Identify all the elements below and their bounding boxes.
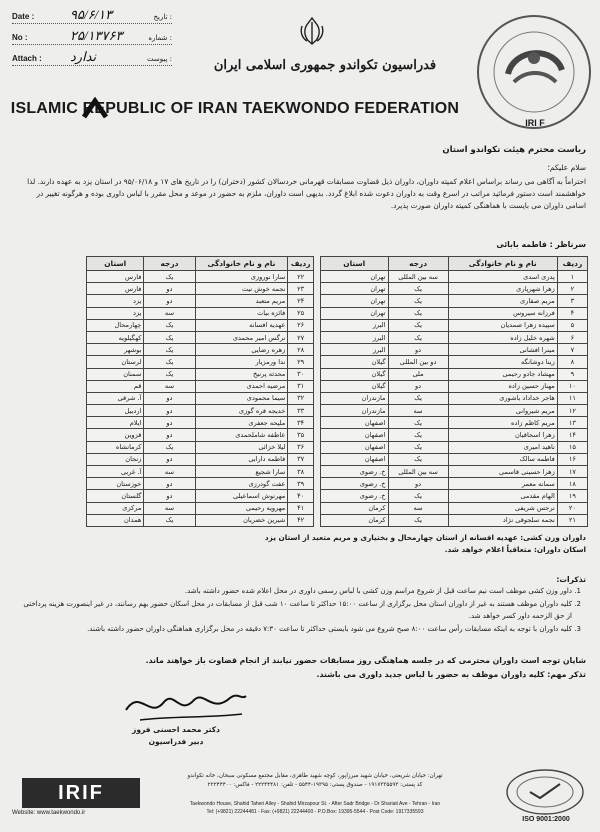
meta-date <box>12 6 172 24</box>
signature-icon <box>120 680 250 728</box>
cell-province: تهران <box>321 295 389 307</box>
cell-grade: سه <box>144 502 195 514</box>
cell-num: ۴۲ <box>288 514 314 526</box>
cell-grade: یک <box>388 490 448 502</box>
table-row <box>87 319 314 331</box>
cell-name: مهشاد جادو رحیمی <box>448 368 557 380</box>
cell-name: شهره خلیل زاده <box>448 331 557 343</box>
cell-num: ۲۲ <box>288 271 314 283</box>
cell-grade: دو <box>144 283 195 295</box>
cell-num: ۲۸ <box>288 344 314 356</box>
cell-province: چهارمحال <box>87 319 144 331</box>
cell-name: سارا نوروزی <box>195 271 288 283</box>
attendance-warning: شایان توجه است داوران محترمی که در جلسه هماهنگی روز مسابقات حضور نیابند از انجام قضاوت باز خواهند ماند. <box>145 656 586 665</box>
meta-number-label-fa: شماره : <box>148 34 172 42</box>
cell-num: ۱۷ <box>557 466 587 478</box>
cell-grade: یک <box>388 429 448 441</box>
cell-grade: یک <box>144 368 195 380</box>
cell-num: ۱۴ <box>557 429 587 441</box>
cell-grade: یک <box>388 514 448 526</box>
table-row <box>321 307 588 319</box>
cell-grade: دو <box>144 453 195 465</box>
table-row <box>87 331 314 343</box>
cell-num: ۸ <box>557 356 587 368</box>
cell-num: ۲۴ <box>288 295 314 307</box>
greeting: سلام علیکم؛ <box>547 163 586 172</box>
cell-province: آ. غربی <box>87 466 144 478</box>
cell-province: زنجان <box>87 453 144 465</box>
cell-name: مهرویه رحیمی <box>195 502 288 514</box>
cell-name: زینا دوشانگه <box>448 356 557 368</box>
cell-grade: سه <box>144 466 195 478</box>
cell-num: ۱۱ <box>557 392 587 404</box>
table-row <box>321 283 588 295</box>
cell-province: بوشهر <box>87 344 144 356</box>
letter-body: احتراماً به آگاهی می رساند براساس اعلام کمیته داوران، داوران ذیل قضاوت مسابقات قهرمانی خردسالان کشور (دختران) را در تاریخ های ۱۷ و ۹۵/۰۶/۱۸ در استان یزد به عهده دارند. لذا خواهشمند است دستور فرمائید مراتب در اسرع وقت به داوران دعوت شده ابلاغ گردد. بدیهی است داوران، ملزم به حضور در موعد و محل مقرر با لباس داوری بوده و هرگونه تغییر در اسامی داوران می بایست با هماهنگی کمیته داوران صورت پذیرد. <box>27 177 586 210</box>
notes-title: تذکرات: <box>556 575 586 584</box>
cell-name: ملیحه جعفری <box>195 417 288 429</box>
table-row <box>321 319 588 331</box>
cell-num: ۴۰ <box>288 490 314 502</box>
table-row <box>87 453 314 465</box>
cell-name: نرگس امیر محمدی <box>195 331 288 343</box>
cell-grade: یک <box>144 356 195 368</box>
cell-grade: سه بین المللی <box>388 466 448 478</box>
cell-province: کهگیلویه <box>87 331 144 343</box>
lodging-note: اسکان داوران: متعاقباً اعلام خواهد شد. <box>444 545 586 554</box>
cell-province: یزد <box>87 295 144 307</box>
cell-province: قزوین <box>87 429 144 441</box>
cell-province: فارس <box>87 283 144 295</box>
cell-grade: یک <box>388 453 448 465</box>
table-row <box>321 295 588 307</box>
cell-province: اصفهان <box>321 441 389 453</box>
cell-province: اصفهان <box>321 453 389 465</box>
signer-block <box>116 724 236 748</box>
signer-name: دکتر محمد احسنی فروز <box>132 725 220 734</box>
col-grade: درجه <box>388 257 448 271</box>
table-row <box>321 405 588 417</box>
cell-province: خ. رضوی <box>321 478 389 490</box>
table-row <box>321 356 588 368</box>
cell-province: تهران <box>321 283 389 295</box>
cell-grade: یک <box>388 295 448 307</box>
footer-address-fa: تهران: خیابان شریعتی، خیابان شهید میرزاپور، کوچه شهید طاهری، مقابل مجتمع مسکونی سبحان، خانه تکواندو کد پستی: ۱۹۱۷۳۳۵۵۹۳ - صندوق پستی: ۱۹۳۹۵-۵۵۴۴ - تلفن: ۲۲۲۴۴۴۸۱ - فاکس: ۲۲۲۴۴۴۰۰ <box>187 773 443 788</box>
cell-num: ۴ <box>557 307 587 319</box>
cell-name: نرجس شریفی <box>448 502 557 514</box>
cell-grade: سه <box>144 307 195 319</box>
table-row <box>321 453 588 465</box>
cell-grade: یک <box>388 417 448 429</box>
federation-logo-icon <box>474 12 594 132</box>
cell-num: ۲۹ <box>288 356 314 368</box>
table-row <box>87 283 314 295</box>
cell-grade: یک <box>388 392 448 404</box>
referees-table-right <box>320 256 588 527</box>
cell-num: ۲۷ <box>288 331 314 343</box>
meta-attach <box>12 48 172 66</box>
cell-num: ۲ <box>557 283 587 295</box>
cell-province: اصفهان <box>321 429 389 441</box>
table-row <box>87 271 314 283</box>
cell-name: مینرا افشانی <box>448 344 557 356</box>
iso-label: ISO 9001:2000 <box>522 816 570 823</box>
table-row <box>87 417 314 429</box>
table-row <box>321 466 588 478</box>
cell-grade: یک <box>144 441 195 453</box>
letter-meta <box>12 6 172 69</box>
table-row <box>87 392 314 404</box>
cell-grade: سه <box>388 502 448 514</box>
cell-grade: دو <box>144 405 195 417</box>
table-row <box>87 514 314 526</box>
cell-num: ۳۸ <box>288 466 314 478</box>
table-row <box>87 441 314 453</box>
cell-province: البرز <box>321 344 389 356</box>
cell-province: همدان <box>87 514 144 526</box>
after-table <box>14 532 586 556</box>
cell-province: گیلان <box>321 380 389 392</box>
cell-province: کرمانشاه <box>87 441 144 453</box>
table-row <box>87 295 314 307</box>
cell-grade: دو <box>388 380 448 392</box>
cell-grade: یک <box>144 514 195 526</box>
table-row <box>87 502 314 514</box>
table-row <box>87 344 314 356</box>
federation-title-en: ISLAMIC REPUBLIC OF IRAN TAEKWONDO FEDERATION <box>10 100 460 117</box>
addressee: ریاست محترم هیئت تکواندو استان <box>442 145 586 155</box>
cell-name: لیلا خزائی <box>195 441 288 453</box>
cell-grade: سه <box>144 380 195 392</box>
cell-num: ۳۵ <box>288 429 314 441</box>
signer-title: دبیر فدراسیون <box>148 737 204 746</box>
cell-name: فاطمه دارابی <box>195 453 288 465</box>
cell-province: گلستان <box>87 490 144 502</box>
cell-province: مازندران <box>321 392 389 404</box>
table-header-row <box>321 257 588 271</box>
cell-name: خدیجه قره گوزی <box>195 405 288 417</box>
cell-province: فارس <box>87 271 144 283</box>
cell-num: ۲۳ <box>288 283 314 295</box>
meta-attach-label: Attach : <box>12 54 42 63</box>
table-row <box>87 429 314 441</box>
cell-num: ۳۰ <box>288 368 314 380</box>
cell-province: خ. رضوی <box>321 490 389 502</box>
meta-number <box>12 27 172 45</box>
cell-province: مازندران <box>321 405 389 417</box>
cell-num: ۱۵ <box>557 441 587 453</box>
cell-province: اردبیل <box>87 405 144 417</box>
col-grade: درجه <box>144 257 195 271</box>
cell-grade: یک <box>388 319 448 331</box>
meta-attach-value: ندارد <box>70 49 97 64</box>
cell-province: یزد <box>87 307 144 319</box>
cell-num: ۲۶ <box>288 319 314 331</box>
table-row <box>321 429 588 441</box>
cell-name: مهناز حسین زاده <box>448 380 557 392</box>
table-row <box>87 380 314 392</box>
cell-grade: یک <box>144 319 195 331</box>
cell-province: اصفهان <box>321 417 389 429</box>
note-item: 3. کلیه داوران با توجه به اینکه مسابقات رأس ساعت ۸:۰۰ صبح شروع می شود بایستی حداکثر تا ساعت ۷:۳۰ دقیقه در محل برگزاری هماهنگی داوران حضور داشته باشند. <box>16 624 572 636</box>
cell-name: مریم صفاری <box>448 295 557 307</box>
cell-grade: یک <box>388 307 448 319</box>
cell-grade: یک <box>388 331 448 343</box>
cell-name: فاطمه سالک <box>448 453 557 465</box>
cell-num: ۱۶ <box>557 453 587 465</box>
cell-name: عاطفه شاملحمدی <box>195 429 288 441</box>
cell-grade: دو <box>144 478 195 490</box>
cell-name: سیما محمودی <box>195 392 288 404</box>
cell-num: ۱۰ <box>557 380 587 392</box>
table-row <box>321 392 588 404</box>
cell-name: شیرین خضریان <box>195 514 288 526</box>
cell-num: ۳۴ <box>288 417 314 429</box>
cell-name: پدری اسدی <box>448 271 557 283</box>
cell-grade: یک <box>144 271 195 283</box>
cell-grade: یک <box>144 344 195 356</box>
cell-name: مرضیه احمدی <box>195 380 288 392</box>
table-row <box>87 478 314 490</box>
cell-grade: دو <box>144 429 195 441</box>
col-num: ردیف <box>557 257 587 271</box>
table-row <box>321 368 588 380</box>
cell-name: سپیده زهرا صمدیان <box>448 319 557 331</box>
table-row <box>321 490 588 502</box>
federation-title-fa: فدراسیون تکواندو جمهوری اسلامی ایران <box>213 58 437 73</box>
col-province: استان <box>321 257 389 271</box>
weighin-referees: داوران وزن کشی: عهدیه افسانه از استان چهارمحال و بختیاری و مریم متعبد از استان یزد <box>264 533 586 542</box>
cell-province: قم <box>87 380 144 392</box>
cell-name: زهرا شهرپاری <box>448 283 557 295</box>
table-row <box>87 356 314 368</box>
cell-province: البرز <box>321 331 389 343</box>
cell-grade: دو <box>388 344 448 356</box>
chief-supervisor: سرناظر : فاطمه بابائی <box>496 240 586 249</box>
cell-num: ۴۱ <box>288 502 314 514</box>
table-row <box>321 502 588 514</box>
chevron-mark-icon <box>82 97 108 119</box>
cell-num: ۱۳ <box>557 417 587 429</box>
table-row <box>321 344 588 356</box>
note-item: 2. کلیه داوران موظف هستند به غیر از داوران استان محل برگزاری از ساعت ۱۵:۰۰ حداکثر تا ساعت ۱۰ شب قبل از مسابقات در محل اسکان حضور بهم رسانند، در غیر اینصورت هزینه پرداختی از حق الزحمه داور کسر خواهد شد. <box>16 599 572 622</box>
cell-name: مریم شیروانی <box>448 405 557 417</box>
cell-province: مرکزی <box>87 502 144 514</box>
cell-province: لرستان <box>87 356 144 368</box>
cell-name: مریم کاظم زاده <box>448 417 557 429</box>
cell-province: ایلام <box>87 417 144 429</box>
cell-grade: یک <box>388 441 448 453</box>
table-row <box>321 441 588 453</box>
table-row <box>321 417 588 429</box>
table-row <box>87 466 314 478</box>
cell-grade: یک <box>144 331 195 343</box>
cell-name: زهرا حسینی قاسمی <box>448 466 557 478</box>
col-num: ردیف <box>288 257 314 271</box>
table-header-row <box>87 257 314 271</box>
cell-province: تهران <box>321 271 389 283</box>
cell-name: نجمه خوش نیت <box>195 283 288 295</box>
cell-province: تهران <box>321 307 389 319</box>
cell-num: ۳ <box>557 295 587 307</box>
cell-num: ۱۲ <box>557 405 587 417</box>
cell-name: زهره رضایی <box>195 344 288 356</box>
cell-num: ۱ <box>557 271 587 283</box>
cell-province: خ. رضوی <box>321 466 389 478</box>
cell-num: ۲۰ <box>557 502 587 514</box>
cell-name: مهرنوش اسماعیلی <box>195 490 288 502</box>
cell-name: نجمه سلجوقی نژاد <box>448 514 557 526</box>
cell-name: ناهید امیری <box>448 441 557 453</box>
cell-name: سارا شجیع <box>195 466 288 478</box>
page-footer <box>0 766 600 832</box>
cell-name: فائزه بیات <box>195 307 288 319</box>
cell-grade: سه بین المللی <box>388 271 448 283</box>
table-row <box>321 271 588 283</box>
cell-province: گیلان <box>321 356 389 368</box>
cell-num: ۳۶ <box>288 441 314 453</box>
footer-website: Website: www.taekwondo.ir <box>12 810 86 816</box>
cell-num: ۷ <box>557 344 587 356</box>
cell-name: عهدیه افسانه <box>195 319 288 331</box>
note-item: 1. داور وزن کشی موظف است نیم ساعت قبل از شروع مراسم وزن کشی با لباس رسمی داوری در محل اعلام شده حضور داشته باشد. <box>16 586 572 598</box>
cell-num: ۳۲ <box>288 392 314 404</box>
cell-name: عفت گودرزی <box>195 478 288 490</box>
cell-name: مریم متعبد <box>195 295 288 307</box>
meta-date-value: ۹۵/۶/۱۳ <box>70 7 113 22</box>
table-row <box>87 490 314 502</box>
cell-num: ۳۷ <box>288 453 314 465</box>
cell-grade: دو <box>144 392 195 404</box>
cell-num: ۶ <box>557 331 587 343</box>
cell-province: خوزستان <box>87 478 144 490</box>
cell-num: ۲۱ <box>557 514 587 526</box>
cell-num: ۵ <box>557 319 587 331</box>
meta-date-label: Date : <box>12 12 35 21</box>
meta-date-label-fa: تاریخ : <box>153 13 172 21</box>
cell-province: سمنان <box>87 368 144 380</box>
cell-num: ۱۹ <box>557 490 587 502</box>
table-row <box>87 405 314 417</box>
cell-num: ۳۹ <box>288 478 314 490</box>
cell-grade: دو <box>144 490 195 502</box>
iran-emblem-icon <box>298 16 326 46</box>
cell-name: محدثه پرنیخ <box>195 368 288 380</box>
cell-grade: دو <box>388 478 448 490</box>
referees-table-left <box>86 256 314 527</box>
footer-brand-logo: IRIF <box>22 778 140 808</box>
cell-name: سمانه معمر <box>448 478 557 490</box>
cell-grade: ملی <box>388 368 448 380</box>
cell-province: آ. شرقی <box>87 392 144 404</box>
table-row <box>321 514 588 526</box>
cell-grade: یک <box>388 283 448 295</box>
cell-num: ۲۵ <box>288 307 314 319</box>
table-row <box>87 368 314 380</box>
cell-num: ۳۳ <box>288 405 314 417</box>
footer-address-en: Taekwondo House, Shahid Taheri Alley - Shahid Mirzapour St. - After Sadr Bridge - Dr Shariati Ave - Tehran - Iran Tel: (+9821) 22244481 - Fax: (+9821) 22244400 - P.O.Box: 19395-5544 - Post Code: 1917335593 <box>189 801 441 815</box>
cell-name: فرزانه سیروس <box>448 307 557 319</box>
col-name: نام و نام خانوادگی <box>448 257 557 271</box>
meta-attach-label-fa: پیوست : <box>146 55 172 63</box>
cell-grade: دو <box>144 417 195 429</box>
cell-num: ۱۸ <box>557 478 587 490</box>
cell-province: کرمان <box>321 514 389 526</box>
cell-grade: سه <box>388 405 448 417</box>
cell-name: زهرا اسحاقیان <box>448 429 557 441</box>
notes-section <box>16 574 586 638</box>
col-name: نام و نام خانوادگی <box>195 257 288 271</box>
col-province: استان <box>87 257 144 271</box>
uniform-reminder: تذکر مهم: کلیه داوران موظف به حضور با لباس جدید داوری می باشند. <box>316 670 586 679</box>
cell-name: هاجر خداداد باشوری <box>448 392 557 404</box>
cell-num: ۳۱ <box>288 380 314 392</box>
table-row <box>321 380 588 392</box>
cell-num: ۹ <box>557 368 587 380</box>
cell-province: کرمان <box>321 502 389 514</box>
cell-name: الهام مقدمی <box>448 490 557 502</box>
logo-caption: IRI F <box>525 118 545 128</box>
meta-number-value: ۲۵/۱۳۷۶۳ <box>70 28 123 43</box>
table-row <box>321 331 588 343</box>
table-row <box>87 307 314 319</box>
cell-province: گیلان <box>321 368 389 380</box>
cell-grade: دو <box>144 295 195 307</box>
table-row <box>321 478 588 490</box>
cell-grade: دو بین المللی <box>388 356 448 368</box>
meta-number-label: No : <box>12 33 28 42</box>
cell-name: ندا ورمزیار <box>195 356 288 368</box>
cell-province: البرز <box>321 319 389 331</box>
